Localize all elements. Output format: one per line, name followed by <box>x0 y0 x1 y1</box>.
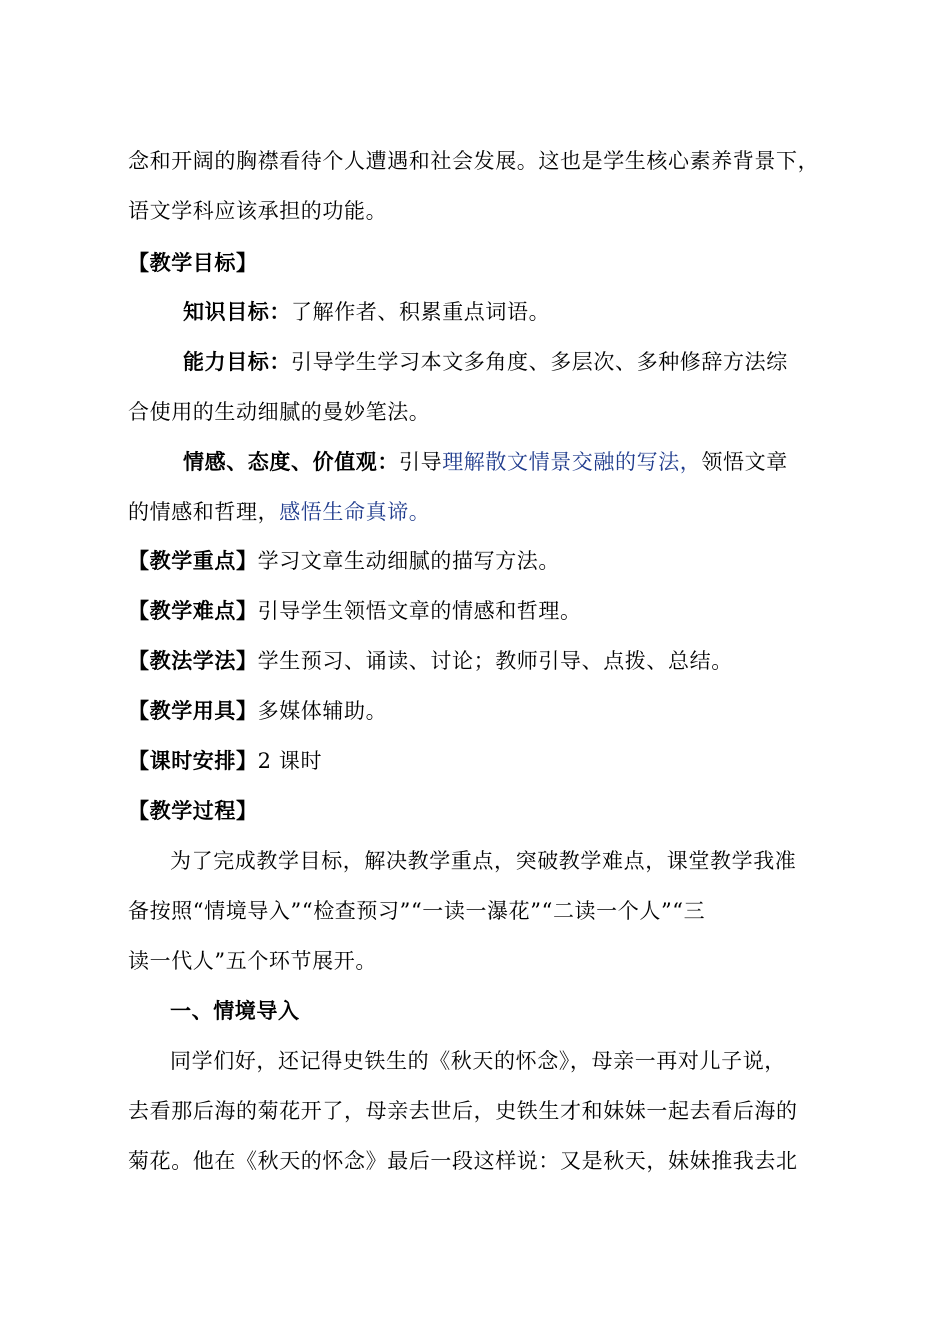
teaching-tools <box>128 696 387 726</box>
key-point <box>128 546 560 576</box>
process-line-2: 备按照“情境导入”“检查预习”“一读一瀑花”“二读一个人”“三 <box>128 899 706 923</box>
teaching-tools-text: 多媒体辅助。 <box>257 699 388 723</box>
teaching-tools-label: 【教学用具】 <box>128 698 258 723</box>
teaching-method <box>128 646 733 676</box>
emotion-goal-text-a: 引导 <box>399 450 443 474</box>
emotion-goal-line-1 <box>183 447 788 477</box>
class-schedule-label: 【课时安排】 <box>128 748 258 773</box>
process-line-3: 读一代人”五个环节展开。 <box>128 949 377 973</box>
emotion-goal-text-e: 感悟生命真谛。 <box>279 500 431 524</box>
emotion-goal-text-d: 的情感和哲理， <box>128 500 280 524</box>
ability-goal-label: 能力目标： <box>183 349 291 374</box>
ability-goal-line-1 <box>183 347 788 377</box>
key-point-text: 学习文章生动细腻的描写方法。 <box>257 549 561 573</box>
process-heading: 【教学过程】 <box>128 798 258 823</box>
intro-line-1: 念和开阔的胸襟看待个人遭遇和社会发展。这也是学生核心素养背景下， <box>128 149 820 173</box>
key-point-label: 【教学重点】 <box>128 548 258 573</box>
ability-goal-text: 引导学生学习本文多角度、多层次、多种修辞方法综 <box>291 350 788 374</box>
knowledge-goal <box>183 297 550 327</box>
process-line-1: 为了完成教学目标，解决教学重点，突破教学难点，课堂教学我准 <box>170 849 797 873</box>
emotion-goal-text-b: 理解散文情景交融的写法， <box>442 450 702 474</box>
teaching-method-text: 学生预习、诵读、讨论；教师引导、点拨、总结。 <box>257 649 733 673</box>
difficulty-label: 【教学难点】 <box>128 598 258 623</box>
knowledge-goal-label: 知识目标： <box>183 299 291 324</box>
section-1-heading: 一、情境导入 <box>170 998 300 1023</box>
story-line-1: 同学们好，还记得史铁生的《秋天的怀念》，母亲一再对儿子说， <box>170 1049 786 1073</box>
difficulty-text: 引导学生领悟文章的情感和哲理。 <box>257 599 582 623</box>
emotion-goal-line-2 <box>128 497 430 527</box>
goals-heading: 【教学目标】 <box>128 250 258 275</box>
ability-goal-line-2: 合使用的生动细腻的曼妙笔法。 <box>128 400 431 424</box>
story-line-3: 菊花。他在《秋天的怀念》最后一段这样说：又是秋天，妹妹推我去北 <box>128 1149 798 1173</box>
emotion-goal-label: 情感、态度、价值观： <box>183 449 399 474</box>
class-schedule <box>128 746 322 776</box>
story-line-2: 去看那后海的菊花开了，母亲去世后，史铁生才和妹妹一起去看后海的 <box>128 1099 798 1123</box>
class-schedule-text: 2 课时 <box>257 749 323 773</box>
intro-line-2: 语文学科应该承担的功能。 <box>128 199 388 223</box>
emotion-goal-text-c: 领悟文章 <box>701 450 788 474</box>
knowledge-goal-text: 了解作者、积累重点词语。 <box>291 300 551 324</box>
difficulty-point <box>128 596 582 626</box>
teaching-method-label: 【教法学法】 <box>128 648 258 673</box>
